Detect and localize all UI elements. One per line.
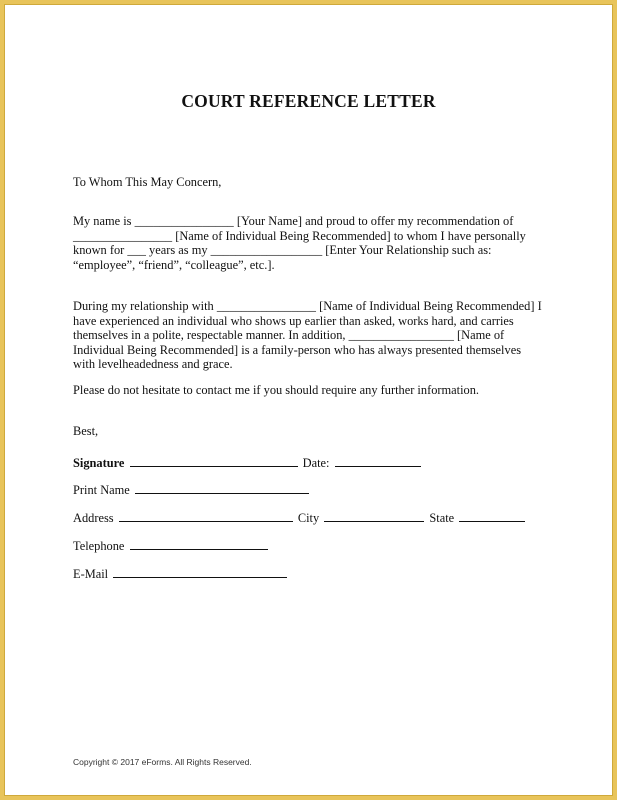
signature-row [73,455,423,471]
print-name-row [73,482,311,498]
city-label: City [297,511,320,525]
telephone-line[interactable] [130,538,268,550]
copyright-footer: Copyright © 2017 eForms. All Rights Reserved. [73,757,252,767]
address-row [73,510,527,526]
document-title: COURT REFERENCE LETTER [181,91,436,111]
document-page [4,4,613,796]
state-label: State [429,511,455,525]
email-line[interactable] [113,566,287,578]
address-label: Address [73,511,114,525]
greeting: To Whom This May Concern, [73,175,222,189]
address-line[interactable] [119,510,293,522]
city-line[interactable] [324,510,424,522]
print-name-label: Print Name [73,483,130,497]
telephone-row [73,538,270,554]
email-label: E-Mail [73,567,109,581]
paragraph-contact: Please do not hesitate to contact me if you should require any further information. [73,383,480,397]
email-row [73,566,289,582]
signature-line[interactable] [130,455,298,467]
paragraph-introduction: My name is ________________ [Your Name] and proud to offer my recommendation of ________________ [Name of Individual Being Recommended] to whom I have personally known for ___ years as my __________________ [Enter Your Relationship such as: “employee”, “friend”, “colleague”, etc.]. [73,214,526,272]
date-line[interactable] [335,455,421,467]
print-name-line[interactable] [135,482,309,494]
state-line[interactable] [459,510,525,522]
paragraph-experience: During my relationship with ________________ [Name of Individual Being Recommended] I have experienced an individual who shows up earlier than asked, works hard, and carries themselves in a polite, respectable manner. In addition, _________________ [Name of Individual Being Recommended] is a family-person who has always presented themselves with levelheadedness and grace. [73,299,542,372]
signature-label: Signature [73,456,125,470]
telephone-label: Telephone [73,539,125,553]
date-label: Date: [302,456,330,470]
closing: Best, [73,424,99,438]
